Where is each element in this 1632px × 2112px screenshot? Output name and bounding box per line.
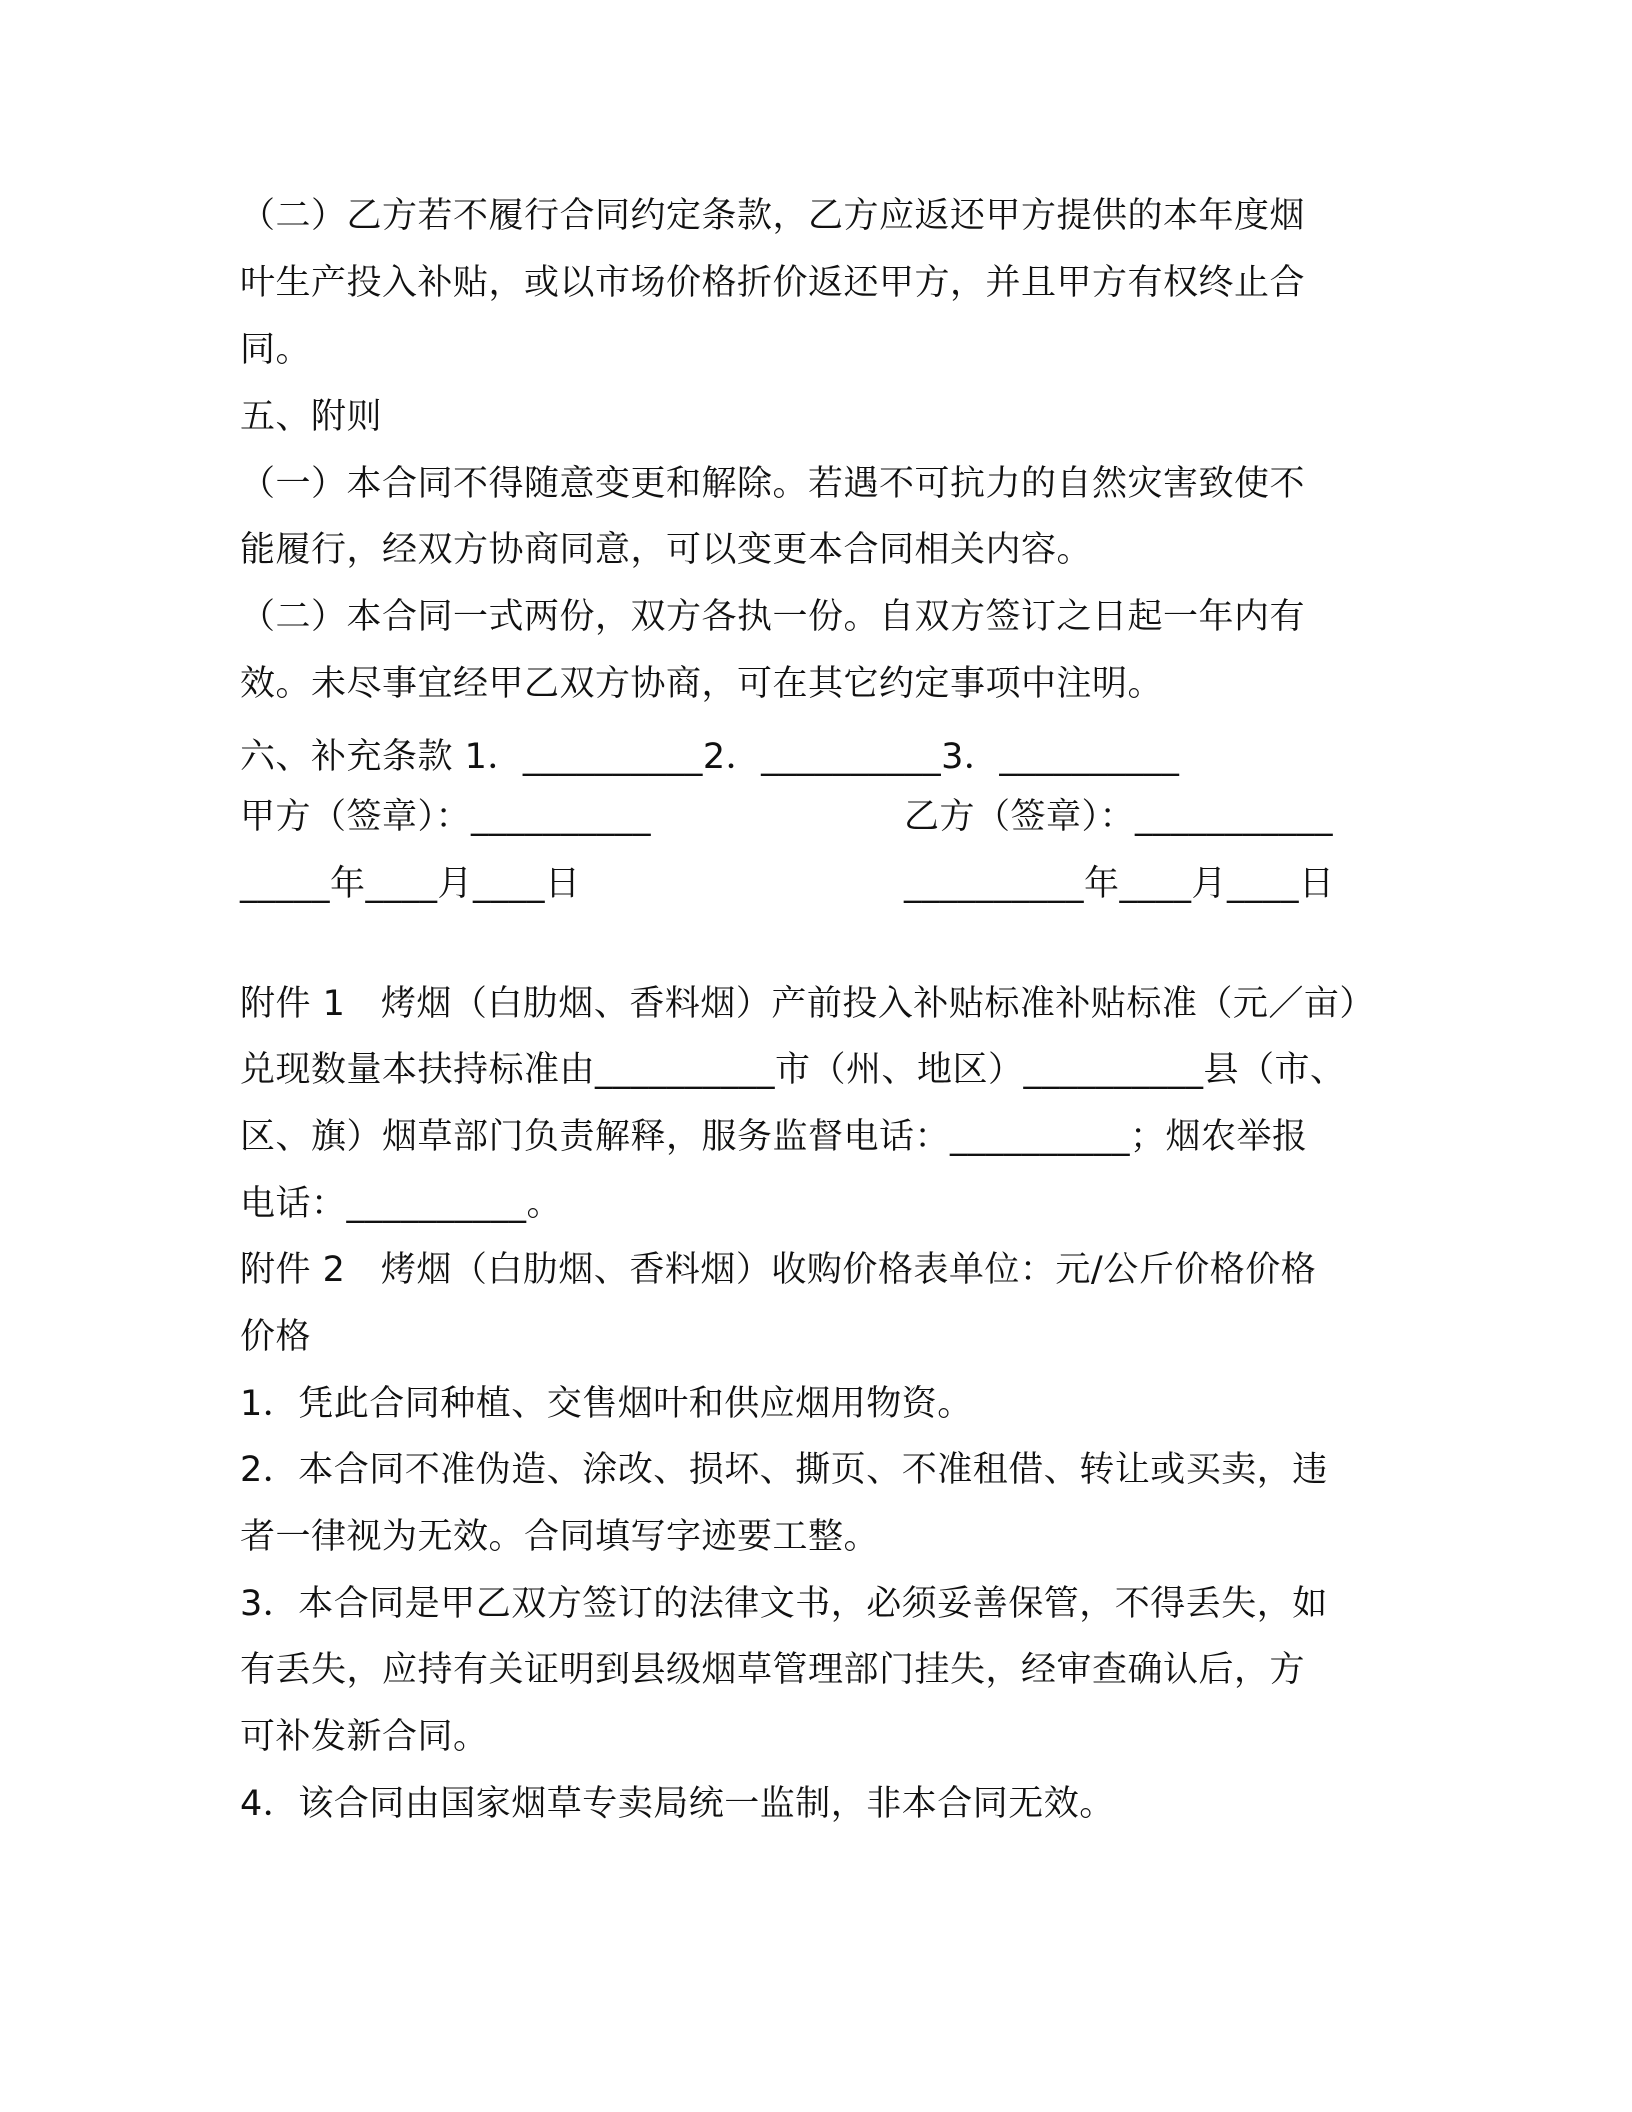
note-item: 可补发新合同。 (240, 1717, 489, 1757)
attachment-line: 附件 1 烤烟（白肋烟、香料烟）产前投入补贴标准补贴标准（元／亩） (240, 984, 1375, 1024)
note-item: 3．本合同是甲乙双方签订的法律文书，必须妥善保管，不得丢失，如 (240, 1584, 1328, 1624)
party-a-signature: 甲方（签章）：__________ (240, 797, 652, 837)
attachment-line: 兑现数量本扶持标准由__________市（州、地区）__________县（市、 (240, 1050, 1346, 1090)
paragraph-line: 同。 (240, 330, 312, 370)
attachment-line: 价格 (240, 1317, 312, 1357)
section-heading: 五、附则 (240, 397, 383, 437)
note-item: 1．凭此合同种植、交售烟叶和供应烟用物资。 (240, 1384, 973, 1424)
attachment-line: 电话：__________。 (240, 1184, 563, 1224)
note-item: 有丢失，应持有关证明到县级烟草管理部门挂失，经审查确认后，方 (240, 1650, 1306, 1690)
note-item: 2．本合同不准伪造、涂改、损坏、撕页、不准租借、转让或买卖，违 (240, 1450, 1328, 1490)
paragraph-line: （二）乙方若不履行合同约定条款，乙方应返还甲方提供的本年度烟 (240, 196, 1306, 236)
note-item: 者一律视为无效。合同填写字迹要工整。 (240, 1517, 880, 1557)
attachment-line: 附件 2 烤烟（白肋烟、香料烟）收购价格表单位：元/公斤价格价格 (240, 1250, 1317, 1290)
supplementary-clauses: 六、补充条款 1．__________2．__________3．__________ (240, 737, 1180, 777)
note-item: 4．该合同由国家烟草专卖局统一监制，非本合同无效。 (240, 1784, 1115, 1824)
paragraph-line: 效。未尽事宜经甲乙双方协商，可在其它约定事项中注明。 (240, 664, 1164, 704)
party-b-signature: 乙方（签章）：___________ (904, 797, 1334, 837)
attachment-line: 区、旗）烟草部门负责解释，服务监督电话：__________；烟农举报 (240, 1117, 1308, 1157)
party-a-date: _____年____月____日 (240, 864, 581, 904)
party-b-date: __________年____月____日 (904, 864, 1335, 904)
paragraph-line: （一）本合同不得随意变更和解除。若遇不可抗力的自然灾害致使不 (240, 464, 1306, 504)
paragraph-line: 叶生产投入补贴，或以市场价格折价返还甲方，并且甲方有权终止合 (240, 263, 1306, 303)
paragraph-line: 能履行，经双方协商同意，可以变更本合同相关内容。 (240, 530, 1093, 570)
paragraph-line: （二）本合同一式两份，双方各执一份。自双方签订之日起一年内有 (240, 597, 1306, 637)
